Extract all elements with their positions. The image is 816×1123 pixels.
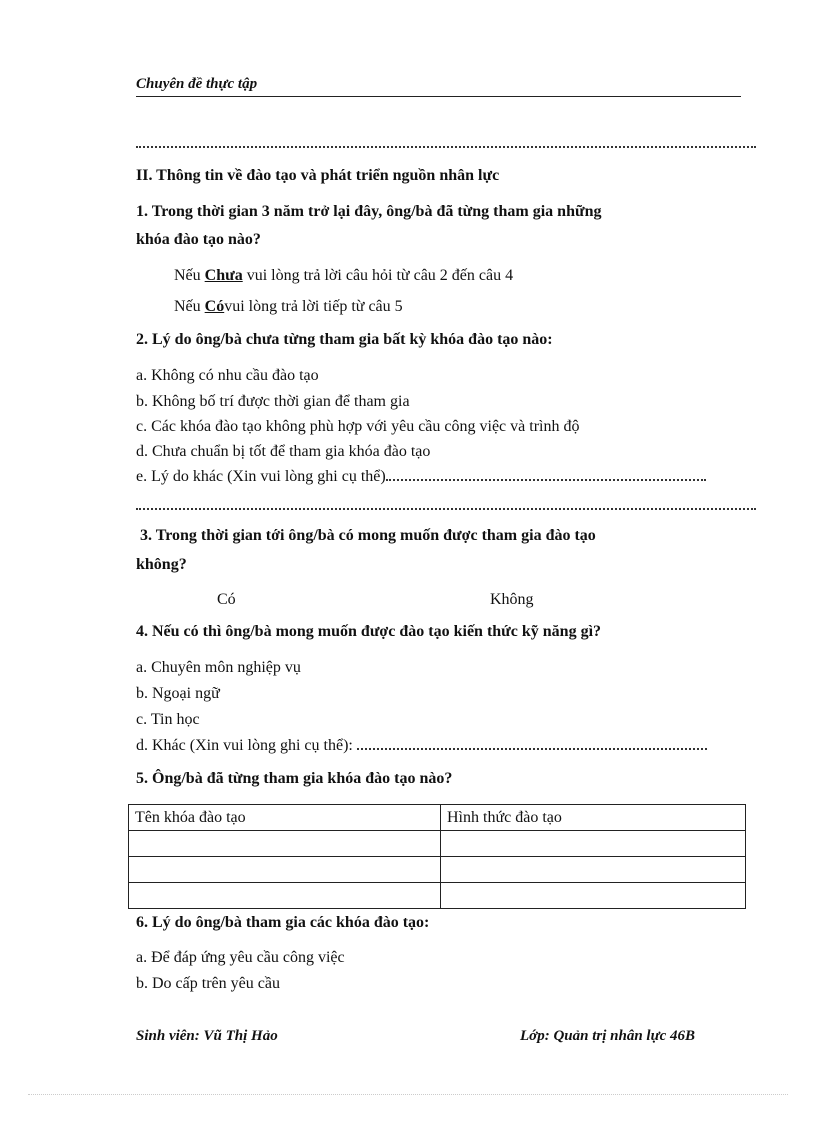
q2-option-e (136, 468, 706, 486)
q4-option-d (136, 737, 707, 755)
header-rule (136, 96, 741, 97)
table-row (129, 831, 746, 857)
q4-option-d-fill (357, 747, 707, 750)
q3-title-line1: 3. Trong thời gian tới ông/bà có mong muốn được tham gia đào tạo (140, 527, 596, 544)
q1-note2-key: Có (204, 298, 225, 315)
section-title: II. Thông tin về đào tạo và phát triển nguồn nhân lực (136, 167, 500, 184)
q4-option-a: a. Chuyên môn nghiệp vụ (136, 659, 301, 676)
table-cell (129, 831, 441, 857)
table-cell (441, 831, 746, 857)
bottom-page-edge (28, 1094, 788, 1095)
q1-note1-key: Chưa (204, 267, 243, 284)
q6-option-b: b. Do cấp trên yêu cầu (136, 975, 280, 992)
q4-option-c: c. Tin học (136, 711, 200, 728)
footer-student: Sinh viên: Vũ Thị Hảo (136, 1028, 278, 1044)
q1-note1-suffix: vui lòng trả lời câu hỏi từ câu 2 đến câu 4 (242, 267, 514, 284)
q4-title: 4. Nếu có thì ông/bà mong muốn được đào tạo kiến thức kỹ năng gì? (136, 623, 602, 640)
dotted-line-top (136, 146, 756, 148)
table-cell (441, 883, 746, 909)
table-row (129, 857, 746, 883)
table-row (129, 883, 746, 909)
footer-class: Lớp: Quản trị nhân lực 46B (520, 1028, 695, 1044)
q1-note-not-yet (174, 267, 513, 285)
q2-option-d: d. Chưa chuẩn bị tốt để tham gia khóa đào tạo (136, 443, 431, 460)
q2-option-e-label: e. Lý do khác (Xin vui lòng ghi cụ thể) (136, 468, 386, 485)
table-header-course-name: Tên khóa đào tạo (129, 805, 441, 831)
q2-option-c: c. Các khóa đào tạo không phù hợp với yêu cầu công việc và trình độ (136, 418, 580, 435)
q3-option-yes: Có (217, 591, 236, 608)
q1-title-line1: 1. Trong thời gian 3 năm trở lại đây, ông/bà đã từng tham gia những (136, 203, 602, 220)
q4-option-b: b. Ngoại ngữ (136, 685, 220, 702)
q2-option-b: b. Không bố trí được thời gian để tham gia (136, 393, 410, 410)
table-cell (129, 857, 441, 883)
q2-option-a: a. Không có nhu cầu đào tạo (136, 367, 319, 384)
q4-option-d-label: d. Khác (Xin vui lòng ghi cụ thể): (136, 737, 357, 754)
dotted-line-q2 (136, 508, 756, 510)
table-cell (129, 883, 441, 909)
q3-title-line2: không? (136, 556, 187, 573)
q2-title: 2. Lý do ông/bà chưa từng tham gia bất kỳ khóa đào tạo nào: (136, 331, 553, 348)
q1-note-yes (174, 298, 403, 316)
table-header-row (129, 805, 746, 831)
page-header-title: Chuyên đề thực tập (136, 76, 258, 92)
training-courses-table (128, 804, 746, 909)
q6-option-a: a. Để đáp ứng yêu cầu công việc (136, 949, 345, 966)
table-header-training-form: Hình thức đào tạo (441, 805, 746, 831)
table-cell (441, 857, 746, 883)
q1-note2-suffix: vui lòng trả lời tiếp từ câu 5 (224, 298, 403, 315)
q2-option-e-fill (386, 478, 706, 481)
q6-title: 6. Lý do ông/bà tham gia các khóa đào tạo: (136, 914, 430, 931)
q5-title: 5. Ông/bà đã từng tham gia khóa đào tạo nào? (136, 770, 453, 787)
q1-note1-prefix: Nếu (174, 267, 205, 284)
q1-note2-prefix: Nếu (174, 298, 205, 315)
q3-option-no: Không (490, 591, 534, 608)
q1-title-line2: khóa đào tạo nào? (136, 231, 261, 248)
